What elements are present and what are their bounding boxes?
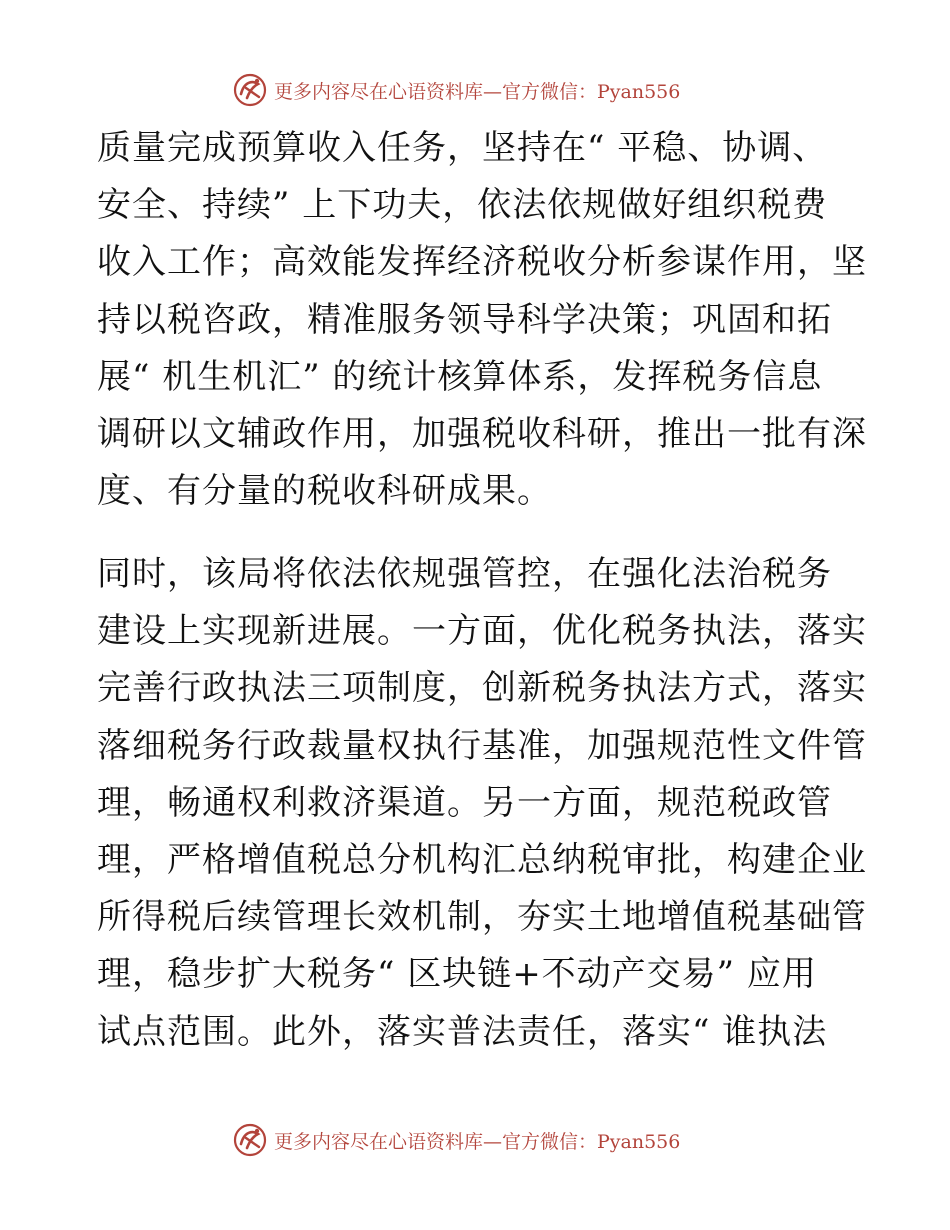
paragraph-1 — [97, 120, 867, 520]
paragraph-line: 安全、持续” 上下功夫，依法依规做好组织税费 — [97, 185, 828, 226]
signature-seal-logo-icon — [232, 1122, 268, 1158]
header-watermark-banner — [232, 70, 680, 110]
paragraph-line: 建设上实现新进展。一方面，优化税务执法，落实 — [97, 611, 867, 652]
paragraph-line: 理，畅通权利救济渠道。另一方面，规范税政管 — [97, 782, 832, 823]
footer-watermark-text: 更多内容尽在心语资料库—官方微信：Pyan556 — [274, 1130, 681, 1153]
signature-seal-logo-icon — [232, 72, 268, 108]
paragraph-line: 调研以文辅政作用，加强税收科研，推出一批有深 — [97, 414, 867, 455]
paragraph-line: 落细税务行政裁量权执行基准，加强规范性文件管 — [97, 725, 867, 766]
paragraph-line: 持以税咨政，精准服务领导科学决策；巩固和拓 — [97, 299, 832, 340]
header-watermark-text: 更多内容尽在心语资料库—官方微信：Pyan556 — [274, 80, 681, 103]
paragraph-line: 质量完成预算收入任务，坚持在“ 平稳、协调、 — [97, 128, 828, 168]
paragraph-2 — [97, 546, 867, 1061]
paragraph-line: 度、有分量的税收科研成果。 — [97, 471, 552, 512]
paragraph-line: 展“ 机生机汇” 的统计核算体系，发挥税务信息 — [97, 356, 823, 397]
paragraph-line: 试点范围。此外，落实普法责任，落实“ 谁执法 — [97, 1011, 828, 1052]
paragraph-line: 理，稳步扩大税务“ 区块链+不动产交易” 应用 — [97, 954, 817, 995]
paragraph-line: 理，严格增值税总分机构汇总纳税审批，构建企业 — [97, 840, 867, 881]
paragraph-line: 收入工作；高效能发挥经济税收分析参谋作用，坚 — [97, 242, 867, 283]
paragraph-line: 完善行政执法三项制度，创新税务执法方式，落实 — [97, 668, 867, 709]
paragraph-line: 同时，该局将依法依规强管控，在强化法治税务 — [97, 554, 832, 594]
paragraph-line: 所得税后续管理长效机制，夯实土地增值税基础管 — [97, 897, 867, 938]
footer-watermark-banner — [232, 1120, 680, 1160]
